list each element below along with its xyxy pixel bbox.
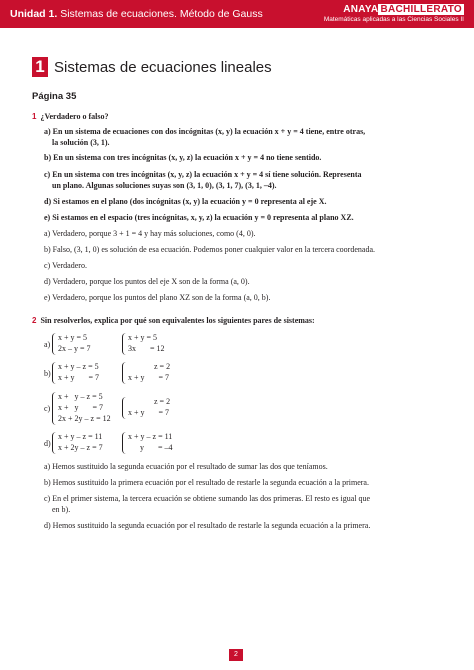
- brace-icon: [122, 397, 127, 419]
- brace-icon: [122, 432, 127, 454]
- q1-item-b: b) En un sistema con tres incógnitas (x, y, z) la ecuación x + y = 4 no tiene sentido.: [44, 153, 322, 162]
- page-label: Página 35: [32, 91, 77, 102]
- q1-answer-e: e) Verdadero, porque los puntos del plano XZ son de la forma (a, 0, b).: [44, 293, 271, 302]
- q1-item-c: c) En un sistema con tres incógnitas (x, y, z) la ecuación x + y = 4 sí tiene solución. Representa: [44, 170, 362, 179]
- system-c-right: z = 2 x + y = 7: [118, 397, 198, 421]
- brace-icon: [52, 362, 57, 384]
- section-title: Sistemas de ecuaciones lineales: [54, 59, 272, 76]
- page-header: [0, 0, 474, 28]
- unit-title: Sistemas de ecuaciones. Método de Gauss: [60, 8, 263, 20]
- system-b-left: b) x + y – z = 5 x + y = 7: [44, 362, 100, 382]
- system-c-left: c) x + y – z = 5 x + y = 7 2x + 2y – z = 12: [44, 392, 111, 423]
- system-b-right: z = 2 x + y = 7: [118, 362, 198, 386]
- q1-item-c-cont: un plano. Algunas soluciones suyas son (3, 1, 0), (3, 1, 7), (3, 1, –4).: [52, 181, 277, 190]
- q2-answer-c: c) En el primer sistema, la tercera ecuación se obtiene sumando las dos primeras. El resto es igual que: [44, 494, 371, 503]
- q2-answer-d: d) Hemos sustituido la segunda ecuación por el resultado de restarle la segunda ecuación a la primera.: [44, 521, 371, 530]
- q1-prompt: ¿Verdadero o falso?: [40, 112, 109, 121]
- q1-item-d: d) Si estamos en el plano (dos incógnitas (x, y) la ecuación y = 0 representa al eje X.: [44, 197, 327, 206]
- system-d-right: x + y – z = 11 y = –4: [118, 432, 198, 456]
- q1-answer-d: d) Verdadero, porque los puntos del eje X son de la forma (a, 0).: [44, 277, 250, 286]
- publisher-logo: ANAYA BACHILLERATO: [343, 4, 462, 15]
- q1-item-e: e) Si estamos en el espacio (tres incógnitas, x, y, z) la ecuación y = 0 representa al plano XZ.: [44, 213, 354, 222]
- unit-heading: [10, 8, 263, 20]
- brace-icon: [122, 362, 127, 384]
- q1-answer-c: c) Verdadero.: [44, 261, 87, 270]
- brace-icon: [122, 333, 127, 355]
- q1-item-a: a) En un sistema de ecuaciones con dos incógnitas (x, y) la ecuación x + y = 4 tiene, entre otras,: [44, 127, 366, 136]
- q2-prompt: Sin resolverlos, explica por qué son equivalentes los siguientes pares de sistemas:: [40, 316, 315, 325]
- page-number: 2: [229, 649, 243, 661]
- q1-answer-b: b) Falso, (3, 1, 0) es solución de esa ecuación. Podemos poner cualquier valor en la tercera coordenada.: [44, 245, 375, 254]
- section-number: 1: [32, 57, 48, 77]
- q2-heading: [32, 316, 315, 327]
- brace-icon: [52, 333, 57, 355]
- q2-number: 2: [32, 316, 37, 325]
- q2-answer-c-cont: en b).: [52, 505, 71, 514]
- q1-item-a-cont: la solución (3, 1).: [52, 138, 110, 147]
- unit-label: Unidad 1.: [10, 8, 58, 20]
- subject-label: Matemáticas aplicadas a las Ciencias Sociales II: [323, 16, 464, 23]
- q1-answer-a: a) Verdadero, porque 3 + 1 = 4 y hay más soluciones, como (4, 0).: [44, 229, 256, 238]
- brace-icon: [52, 432, 57, 454]
- brace-icon: [52, 392, 57, 425]
- q2-answer-b: b) Hemos sustituido la primera ecuación por el resultado de restarle la segunda ecuación a la primera.: [44, 478, 369, 487]
- system-a-right: x + y = 5 3x = 12: [118, 333, 198, 357]
- q1-heading: [32, 112, 108, 123]
- system-a-left: a) x + y = 5 2x – y = 7: [44, 333, 91, 353]
- q2-answer-a: a) Hemos sustituido la segunda ecuación por el resultado de sumar las dos que teníamos.: [44, 462, 328, 471]
- system-d-left: d) x + y – z = 11 x + 2y – z = 7: [44, 432, 103, 452]
- q1-number: 1: [32, 112, 37, 121]
